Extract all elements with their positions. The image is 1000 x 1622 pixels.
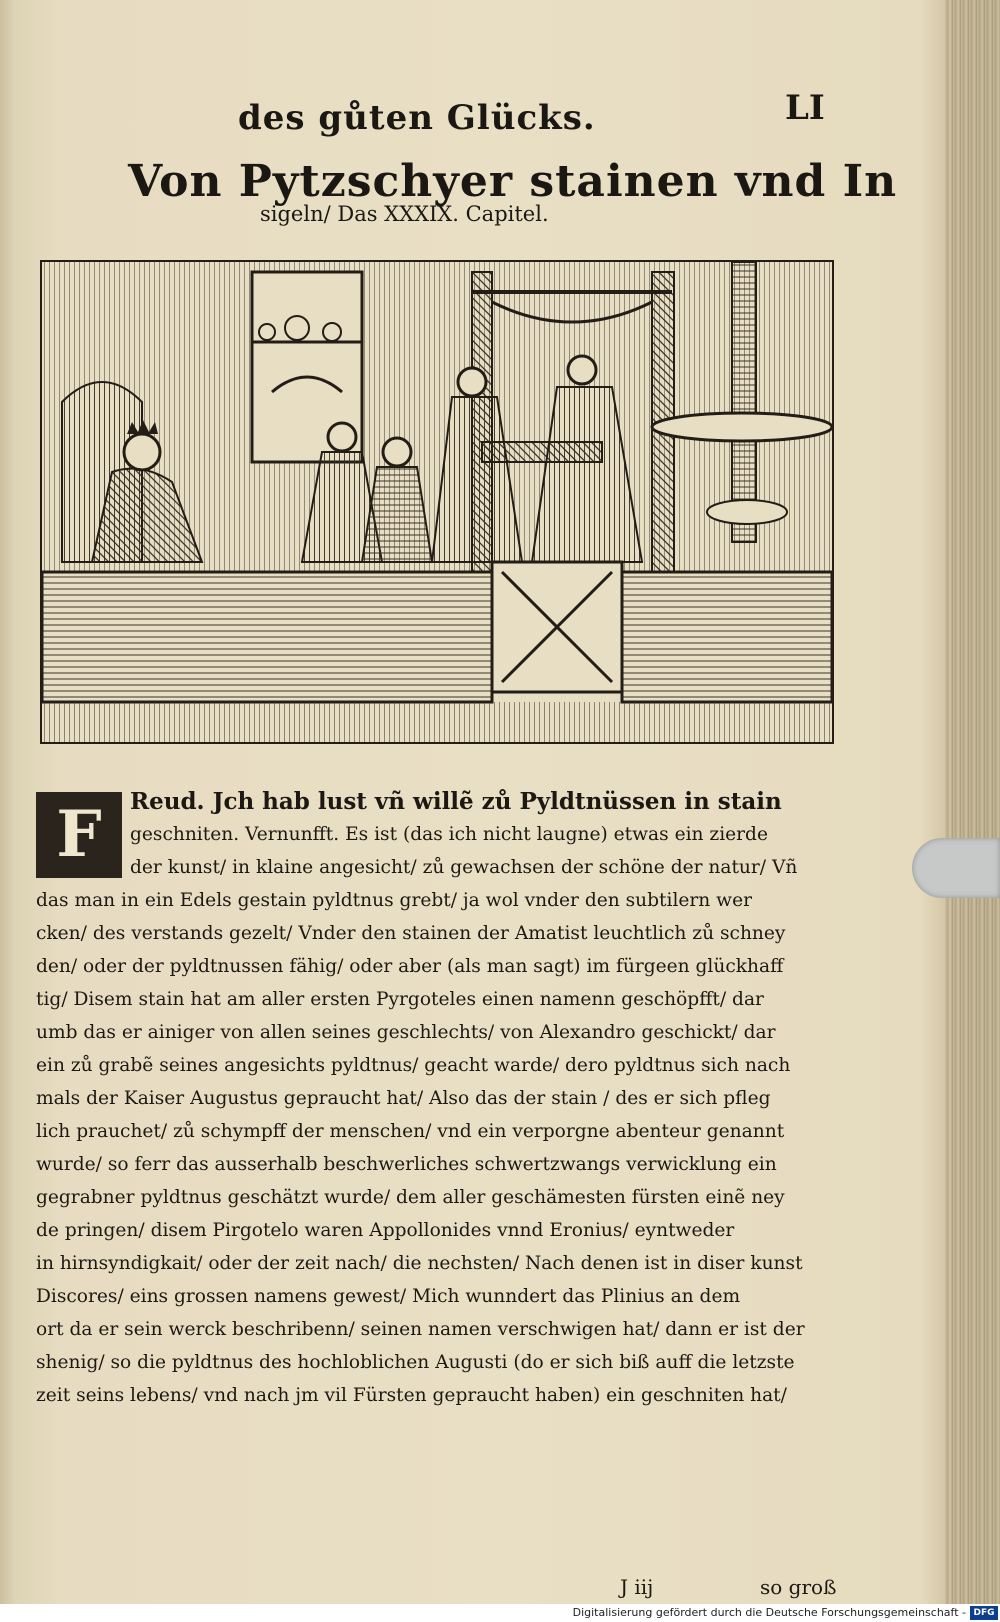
decorated-initial: F xyxy=(36,792,122,878)
book-page-edges xyxy=(945,0,1000,1604)
text-line: shenig/ so die pyldtnus des hochloblichen Augusti (do er sich biß auff die letzste xyxy=(36,1352,795,1373)
signature-mark: J iij xyxy=(620,1575,654,1599)
running-head: des gůten Glücks. xyxy=(238,98,596,138)
text-line: ort da er sein werck beschribenn/ seinen namen verschwigen hat/ dann er ist der xyxy=(36,1319,805,1340)
chapter-title-line-2: sigeln/ Das XXXIX. Capitel. xyxy=(260,202,549,226)
text-line: mals der Kaiser Augustus gepraucht hat/ Also das der stain / des er sich pfleg xyxy=(36,1088,771,1109)
chapter-title-line-1: Von Pytzschyer stainen vnd In xyxy=(128,156,898,207)
text-line: wurde/ so ferr das ausserhalb beschwerliches schwertzwangs verwicklung ein xyxy=(36,1154,777,1175)
dfg-logo-icon[interactable]: DFG xyxy=(970,1606,998,1620)
text-line: den/ oder der pyldtnussen fähig/ oder aber (als man sagt) im fürgeen glückhaff xyxy=(36,956,784,977)
text-line: das man in ein Edels gestain pyldtnus grebt/ ja wol vnder den subtilern wer xyxy=(36,890,752,911)
text-line: geschniten. Vernunfft. Es ist (das ich nicht laugne) etwas ein zierde xyxy=(130,824,768,845)
text-line: in hirnsyndigkait/ oder der zeit nach/ die nechsten/ Nach denen ist in diser kunst xyxy=(36,1253,803,1274)
folio-number: LI xyxy=(785,88,825,128)
text-line: der kunst/ in klaine angesicht/ zů gewachsen der schöne der natur/ Vñ xyxy=(130,857,798,878)
woodcut-engraving-workshop-icon xyxy=(42,262,832,742)
text-line: zeit seins lebens/ vnd nach jm vil Fürsten gepraucht haben) ein geschniten hat/ xyxy=(36,1385,787,1406)
text-line: umb das er ainiger von allen seines geschlechts/ von Alexandro geschickt/ dar xyxy=(36,1022,776,1043)
footer-credit-bar xyxy=(0,1604,1000,1622)
body-text xyxy=(36,785,846,1412)
text-line: Discores/ eins grossen namens gewest/ Mich wunndert das Plinius an dem xyxy=(36,1286,741,1307)
text-line: ein zů grabẽ seines angesichts pyldtnus/ geacht warde/ dero pyldtnus sich nach xyxy=(36,1055,791,1076)
text-line: cken/ des verstands gezelt/ Vnder den stainen der Amatist leuchtlich zů schney xyxy=(36,923,786,944)
text-line: lich prauchet/ zů schympff der menschen/ vnd ein verporgne abenteur genannt xyxy=(36,1121,785,1142)
text-line: de pringen/ disem Pirgotelo waren Appollonides vnnd Eronius/ eyntweder xyxy=(36,1220,735,1241)
catchword: so groß xyxy=(760,1575,837,1599)
footer-credit: Digitalisierung gefördert durch die Deutsche Forschungsgemeinschaft - xyxy=(572,1606,966,1619)
text-line: tig/ Disem stain hat am aller ersten Pyrgoteles einen namenn geschöpfft/ dar xyxy=(36,989,764,1010)
text-line: gegrabner pyldtnus geschätzt wurde/ dem aller geschämesten fürsten einẽ ney xyxy=(36,1187,785,1208)
woodcut-illustration xyxy=(40,260,834,744)
text-line: Reud. Jch hab lust vñ willẽ zů Pyldtnüssen in stain xyxy=(130,788,782,815)
bookmark-tab xyxy=(912,838,1000,898)
